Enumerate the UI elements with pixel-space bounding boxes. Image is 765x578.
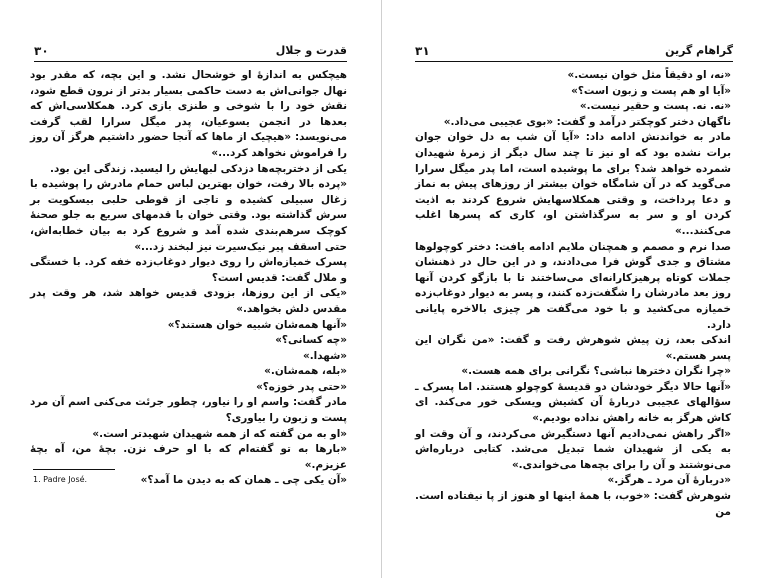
paragraph: «نه. نه. پست و حقیر نیست.» bbox=[579, 100, 731, 113]
paragraph: «دربارهٔ آن مرد ـ هرگز.» bbox=[607, 474, 731, 487]
left-running-title: قدرت و جلال bbox=[275, 44, 347, 57]
left-header-rule bbox=[34, 61, 347, 62]
paragraph: «چه کسانی؟» bbox=[275, 334, 347, 347]
right-page-number: ۳۱ bbox=[415, 44, 430, 58]
paragraph: ناگهان دختر کوچکتر درآمد و گفت: «بوی عجیبی می‌داد.» bbox=[443, 115, 731, 128]
paragraph: اندکی بعد، زن پیش شوهرش رفت و گفت: «من نگران این پسر هستم.» bbox=[415, 334, 731, 362]
paragraph: مادر به خواندنش ادامه داد: «آیا آن شب به دل خوان جوان برات نشده بود که او نیز تا چند سال دیگر از زمرهٔ شهیدان شمرده خواهد شد؟ برای ما پوشیده است، اما پدر میگل سرارا می‌گوید که در آن شامگاه خوان بیشتر از روزهای پیش به نماز و دعا پرداخت، و وقتی همکلاسهایش شروع کردند به اذیت کردن او و سر به سرگذاشتن او، کاری که پسرها اغلب می‌کنند...» bbox=[415, 131, 731, 237]
right-page-body bbox=[415, 68, 731, 520]
paragraph: «آن یکی چی ـ همان که به دیدن ما آمد؟» bbox=[140, 474, 347, 487]
left-page-body bbox=[30, 68, 347, 489]
paragraph: صدا نرم و مصمم و همچنان ملایم ادامه یافت: دختر کوچولوها مشتاق و جدی گوش فرا می‌دادند، و در این حال در ذهنشان جملات کوتاه پرهیزکارانه‌ای می‌ساختند تا با بازگو کردن آنها روز بعد مادرشان را شگفت‌زده کنند، و پسر به دیوار دوغاب‌زده خمیازه می‌کشید و با خود می‌گفت هر چیزی بالاخره پایانی دارد. bbox=[415, 240, 731, 331]
paragraph: «بله، همه‌شان.» bbox=[264, 365, 347, 378]
paragraph: «یکی از این روزها، بزودی قدیس خواهد شد، هر وقت پدر مقدس دلش بخواهد.» bbox=[30, 287, 347, 315]
paragraph: «بارها به تو گفته‌ام که با او حرف نزن. بچهٔ من، آه بچهٔ عزیزم.» bbox=[30, 443, 347, 471]
left-page-header bbox=[34, 44, 347, 60]
paragraph: «آنها حالا دیگر خودشان دو قدیسهٔ کوچولو هستند. اما پسرک ـ سؤالهای عجیبی دربارهٔ آن کشیش ویسکی خور می‌کند. ای کاش هرگز به خانه راهش نداده بودیم.» bbox=[415, 380, 731, 425]
right-page bbox=[383, 0, 765, 578]
paragraph: یکی از دختربچه‌ها دزدکی لبهایش را لیسید. زندگی این بود. bbox=[50, 162, 347, 175]
paragraph: «حتی پدر خوزه؟» bbox=[256, 380, 347, 393]
paragraph: «شهدا.» bbox=[302, 349, 347, 362]
footnote: 1. Padre José. bbox=[33, 475, 88, 484]
paragraph: «چرا نگران دخترها نباشی؟ نگرانی برای همه هست.» bbox=[461, 365, 731, 378]
left-page-number: ۳۰ bbox=[34, 44, 49, 58]
footnote-rule bbox=[33, 469, 115, 470]
paragraph: «پرده بالا رفت، خوان بهترین لباس حمام مادرش را پوشیده با زغال سبیلی کشیده و تاجی از قوطی حلبی بیسکویت بر سرش گذاشته بود. وقتی خوان با قدمهای سریع به جلو صحنهٔ کوچک سرهم‌بندی شده آمد و شروع کرد به بیان خطابه‌اش، حتی اسقف پیر نیک‌سیرت نیز لبخند زد...» bbox=[30, 178, 347, 253]
paragraph: «او به من گفته که از همه شهیدان شهیدتر است.» bbox=[92, 427, 347, 440]
paragraph: «آیا او هم پست و زبون است؟» bbox=[571, 84, 731, 97]
paragraph: شوهرش گفت: «خوب، با همهٔ اینها او هنوز از پا نیفتاده است. من bbox=[415, 490, 731, 518]
paragraph: «نه، او دقیقاً مثل خوان نیست.» bbox=[567, 69, 731, 81]
paragraph: مادر گفت: واسم او را نیاور، چطور جرئت می‌کنی اسم آن مرد پست و زبون را بیاوری؟ bbox=[30, 396, 347, 425]
paragraph: پسرک خمیازه‌اش را روی دیوار دوغاب‌زده خفه کرد. با خستگی و ملال گفت: قدیس است؟ bbox=[30, 256, 347, 284]
paragraph: «اگر راهش نمی‌دادیم آنها دستگیرش می‌کردند، و آن وقت او به یکی از شهیدان شما تبدیل می‌شد. کتابی درباره‌اش می‌نوشتند و آن را برای بچه‌ها می‌خواندی.» bbox=[415, 427, 731, 471]
right-page-header bbox=[415, 44, 733, 60]
left-page bbox=[0, 0, 382, 578]
right-running-title: گراهام گرین bbox=[665, 44, 733, 57]
right-header-rule bbox=[415, 61, 733, 62]
paragraph: هیچکس به اندازهٔ او خوشحال نشد. و این بچه، که مقدر بود نهال جوانی‌اش به دست حاکمی بسیار بدتر از نرون قطع شود، نقش خود را با شوخی و طنزی بازی کرد. همکلاسی‌اش که بعدها در انجمن یسوعیان، پدر میگل سرارا لقب گرفت می‌نویسد: «هیچیک از ماها که آنجا حضور داشتیم هرگز آن روز را فراموش نخواهد کرد...» bbox=[30, 69, 347, 159]
paragraph: «آنها همه‌شان شبیه خوان هستند؟» bbox=[167, 318, 347, 331]
